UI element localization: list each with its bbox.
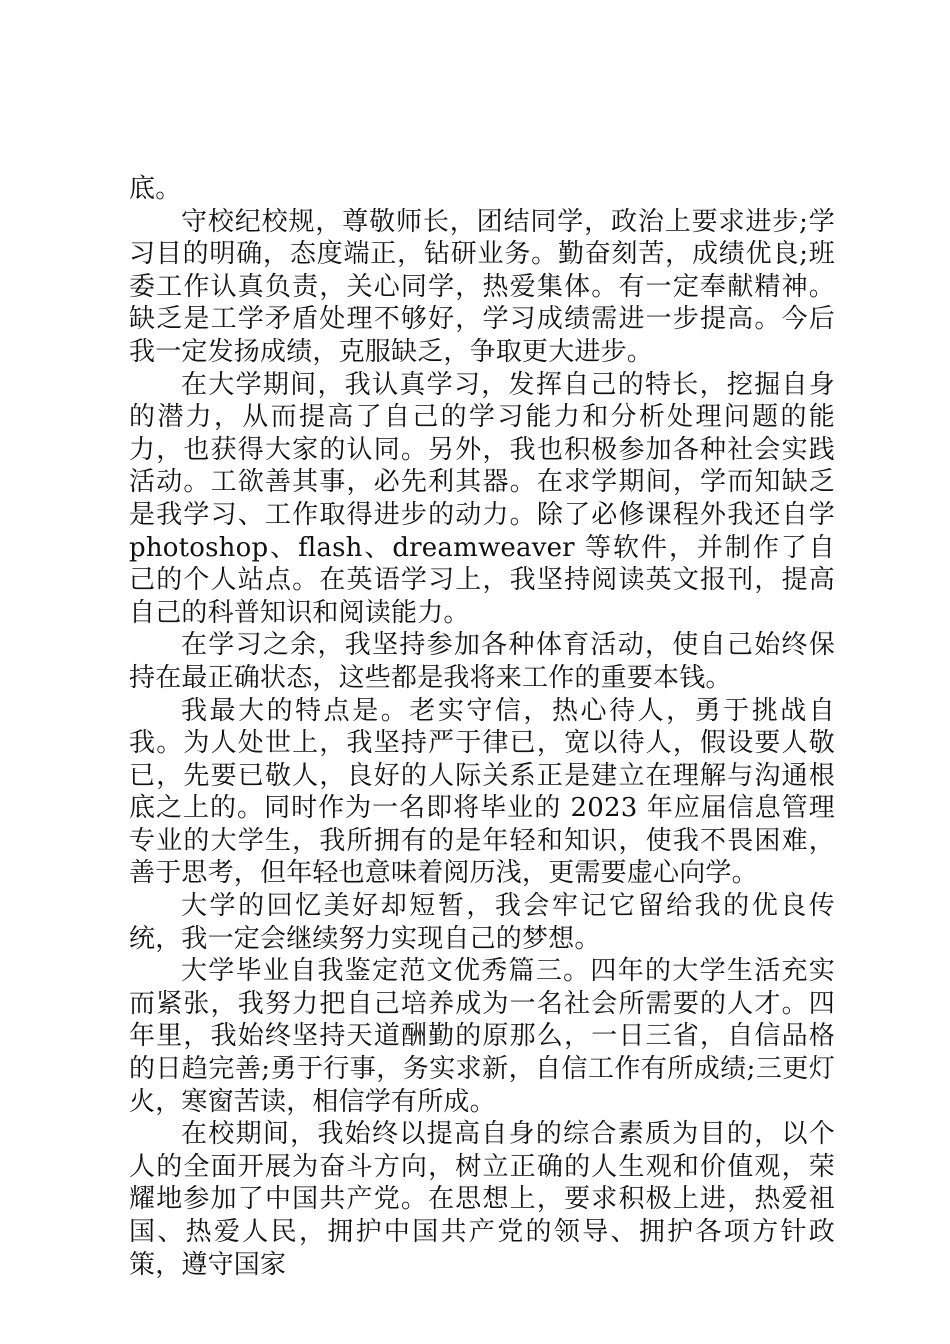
paragraph: 在大学期间，我认真学习，发挥自己的特长，挖掘自身的潜力，从而提高了自己的学习能力和分析处理问题的能力，也获得大家的认同。另外，我也积极参加各种社会实践活动。工欲善其事，必先利其器。在求学期间，学而知缺乏是我学习、工作取得进步的动力。除了必修课程外我还自学 photoshop、flash、dreamweaver 等软件，并制作了自己的个人站点。在英语学习上，我坚持阅读英文报刊，提高自己的科普知识和阅读能力。 [129,369,835,628]
paragraph: 在学习之余，我坚持参加各种体育活动，使自己始终保持在最正确状态，这些都是我将来工作的重要本钱。 [129,630,835,693]
paragraph: 守校纪校规，尊敬师长，团结同学，政治上要求进步;学习目的明确，态度端正，钻研业务。勤奋刻苦，成绩优良;班委工作认真负责，关心同学，热爱集体。有一定奉献精神。缺乏是工学矛盾处理不够好，学习成绩需进一步提高。今后我一定发扬成绩，克服缺乏，争取更大进步。 [129,206,835,367]
document-body [129,173,835,1281]
paragraph: 我最大的特点是。老实守信，热心待人，勇于挑战自我。为人处世上，我坚持严于律已，宽以待人，假设要人敬已，先要已敬人，良好的人际关系正是建立在理解与沟通根底之上的。同时作为一名即将毕业的 2023 年应届信息管理专业的大学生，我所拥有的是年轻和知识，使我不畏困难，善于思考，但年轻也意味着阅历浅，更需要虚心向学。 [129,695,835,889]
paragraph: 大学毕业自我鉴定范文优秀篇三。四年的大学生活充实而紧张，我努力把自己培养成为一名社会所需要的人才。四年里，我始终坚持天道酬勤的原那么，一日三省，自信品格的日趋完善;勇于行事，务实求新，自信工作有所成绩;三更灯火，寒窗苦读，相信学有所成。 [129,956,835,1117]
paragraph: 在校期间，我始终以提高自身的综合素质为目的，以个人的全面开展为奋斗方向，树立正确的人生观和价值观，荣耀地参加了中国共产党。在思想上，要求积极上进，热爱祖国、热爱人民，拥护中国共产党的领导、拥护各项方针政策，遵守国家 [129,1119,835,1280]
paragraph-continuation: 底。 [129,174,182,204]
paragraph: 大学的回忆美好却短暂，我会牢记它留给我的优良传统，我一定会继续努力实现自己的梦想。 [129,891,835,954]
